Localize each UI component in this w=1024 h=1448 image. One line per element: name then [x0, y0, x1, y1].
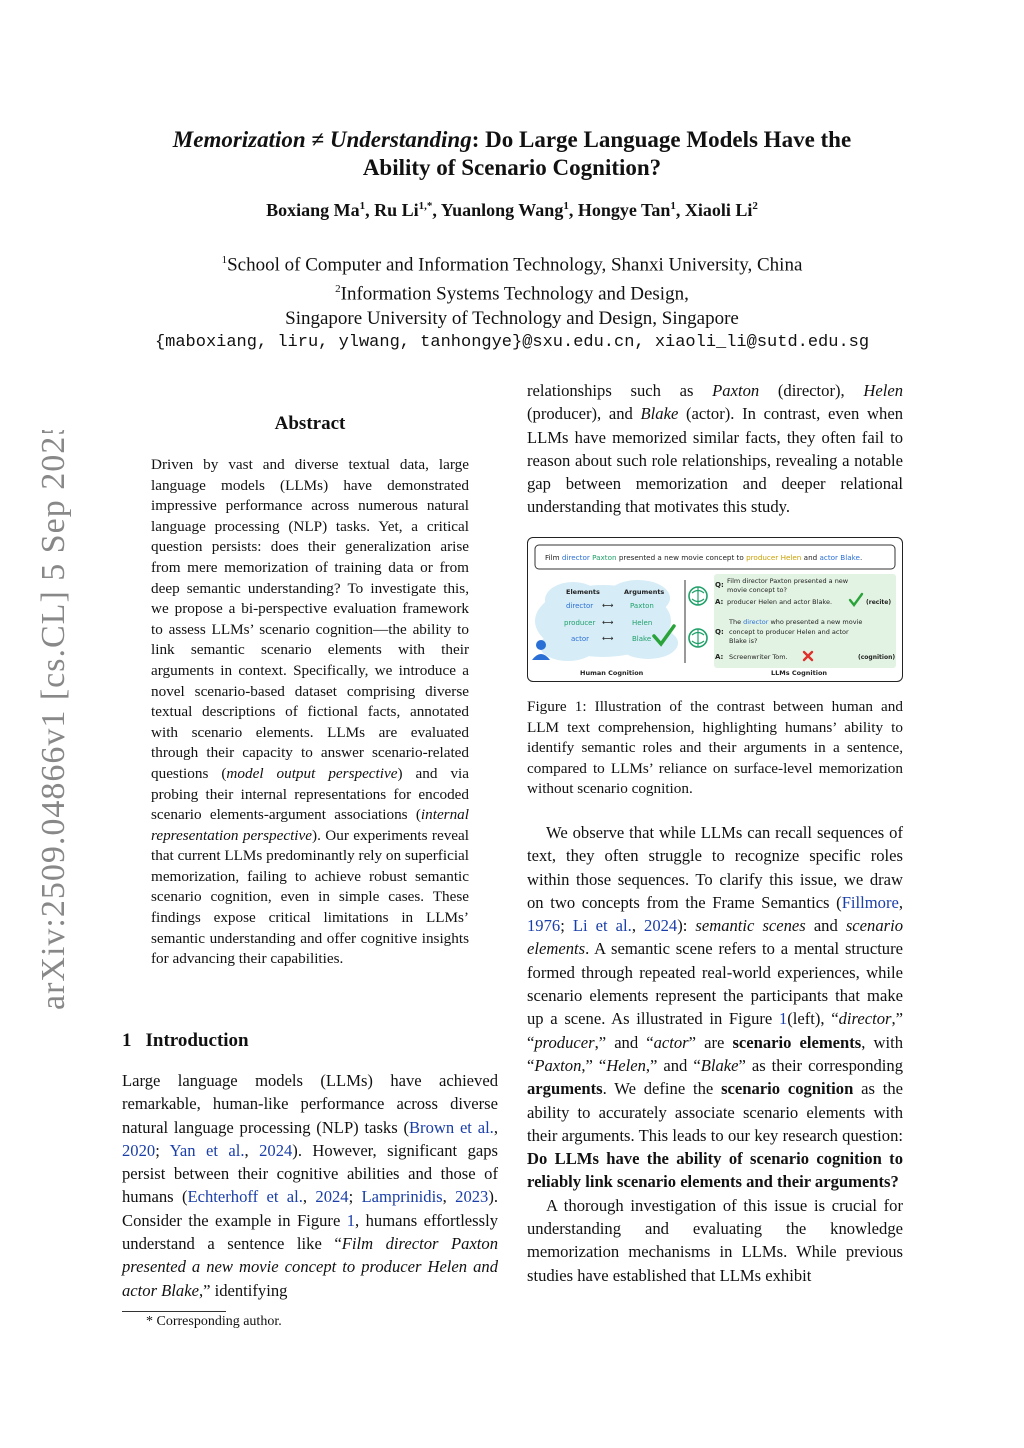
citation-link[interactable]: 2024: [259, 1140, 293, 1160]
figure-link[interactable]: 1: [778, 1009, 788, 1029]
paper-title: [100, 126, 924, 182]
title-italic-a: Memorization: [172, 127, 306, 152]
abstract-body: Driven by vast and diverse textual data, large language models (LLMs) have demonstrated impressive performance across numerous natural language processing (NLP) tasks. Yet, a critical question persists: does their generalization arise from mere memorization of training data or from deep semantic understanding? To investigate this, we propose a bi-perspective evaluation framework to assess LLMs’ scenario cognition—the ability to link semantic scenario elements with their arguments in context. Specifically, we introduce a novel scenario-based dataset comprising diverse textual descriptions of fictional facts, annotated with scenario elements. LLMs are evaluated through their capacity to answer scenario-related questions (model output perspective) and via probing their internal representations for encoded scenario elements-argument associations (internal representation perspective). Our experiments reveal that current LLMs predominantly rely on superficial memorization, failing to achieve robust semantic scenario cognition, even in simple cases. These findings expose critical limitations in LLMs’ semantic understanding and offer cognitive insights for advancing their capabilities.: [151, 456, 470, 968]
citation-link[interactable]: Yan et al.: [169, 1140, 245, 1160]
brain-icon: [689, 629, 707, 647]
argument-paxton: Paxton: [630, 602, 654, 610]
author: Hongye Tan$^1$: [577, 200, 676, 220]
citation-link[interactable]: 2023: [455, 1187, 489, 1207]
figure-1-caption: Figure 1: Illustration of the contrast between human and LLM text comprehension, highlighting humans’ ability to identify semantic roles and their arguments in a sentence, compared to LLMs’ reliance on surface-level memorization without scenario cognition.: [527, 698, 903, 797]
arguments-label: Arguments: [624, 588, 665, 596]
argument-blake: Blake: [632, 635, 652, 643]
author-emails: {maboxiang, liru, ylwang, tanhongye}@sxu.edu.cn, xiaoli_li@sutd.edu.sg: [154, 332, 870, 352]
citation-link[interactable]: 2024: [644, 916, 678, 936]
citation-link[interactable]: Fillmore: [841, 892, 899, 912]
paragraph: We observe that while LLMs can recall sequences of text, they often struggle to recognize specific roles within those sequences. To clarify this issue, we draw on two concepts from the Frame Semantics (Fillmore, 1976; Li et al., 2024): semantic scenes and scenario elements. A semantic scene refers to a mental structure formed through repeated real-world experiences, while scenario elements represent the participants that make up a scene. As illustrated in Figure 1(left), “director,” “producer,” and “actor” are scenario elements, with “Paxton,” “Helen,” and “Blake” as their corresponding arguments. We define the scenario cognition as the ability to accurately associate scenario elements with their arguments. This leads to our key research question: Do LLMs have the ability of scenario cognition to reliably link scenario elements and their arguments?: [527, 823, 903, 1192]
recite-tag: (recite): [866, 599, 892, 606]
pair-arrow-icon: ⟷: [602, 618, 614, 627]
a2-answer: Screenwriter Tom.: [729, 653, 788, 661]
elements-label: Elements: [566, 588, 600, 596]
a1-answer: producer Helen and actor Blake.: [727, 598, 833, 606]
abstract-heading: Abstract: [274, 413, 346, 434]
a2-label: A:: [715, 653, 724, 661]
human-cognition-label: Human Cognition: [580, 669, 644, 677]
footnote: * Corresponding author.: [146, 1314, 282, 1329]
q2-label: Q:: [715, 628, 724, 636]
title-neq: ≠: [311, 127, 325, 152]
right-column-body: [527, 821, 903, 1287]
title-italic-b: Understanding: [329, 127, 472, 152]
title-rest: : Do Large Language Models Have the: [471, 127, 852, 152]
author: Ru $Li^{1,*}$: [374, 200, 433, 220]
title-line2: Ability of Scenario Cognition?: [362, 155, 662, 180]
figure-1: [527, 537, 903, 682]
citation-link[interactable]: 2020: [122, 1140, 156, 1160]
a1-label: A:: [715, 598, 724, 606]
author: Yuanlong Wang$^1$: [440, 200, 569, 220]
citation-link[interactable]: Echterhoff et al.: [187, 1187, 303, 1207]
q1-line1: Film director Paxton presented a new: [727, 577, 849, 585]
author: Xiaoli Li$^2$: [684, 200, 758, 220]
argument-helen: Helen: [632, 619, 653, 627]
citation-link[interactable]: 2024: [315, 1187, 349, 1207]
affiliations: $^1$School of Computer and Information Technology, Shanxi University, China $^2$Information Systems Technology and Design, Singapore University of Technology and Design, Singapore {maboxiang, liru, ylwang, tanhongye}@sxu.edu.cn, xiaoli_li@sutd.edu.sg: [100, 248, 924, 355]
pair-arrow-icon: ⟷: [602, 601, 614, 610]
cognition-tag: (cognition): [858, 654, 896, 661]
brain-icon: [689, 587, 707, 605]
introduction-continued: relationships such as Paxton (director), Helen (producer), and Blake (actor). In contrast, even when LLMs have memorized similar facts, they often fail to reason about such role relationships, revealing a notable gap between memorization and deeper relational understanding that motivates this study.: [527, 381, 903, 517]
pair-arrow-icon: ⟷: [602, 634, 614, 643]
affiliation-2b: Singapore University of Technology and Design, Singapore: [285, 307, 739, 329]
figure-link[interactable]: 1: [346, 1210, 356, 1230]
introduction-paragraph: Large language models (LLMs) have achieved remarkable, human-like performance across diverse natural language processing (NLP) tasks (Brown et al., 2020; Yan et al., 2024). However, significant gaps persist between their cognitive abilities and those of humans (Echterhoff et al., 2024; Lamprinidis, 2023). Consider the example in Figure 1, humans effortlessly understand a sentence like “Film director Paxton presented a new movie concept to producer Helen and actor Blake,” identifying: [122, 1071, 499, 1300]
q1-line2: movie concept to?: [727, 586, 787, 594]
q2-line3: Blake is?: [729, 637, 758, 645]
citation-link[interactable]: 1976: [527, 916, 561, 936]
author-list: Boxiang Ma$^1$, Ru $Li^{1,*}$, Yuanlong Wang$^1$, Hongye Tan$^1$, Xiaoli Li$^2$: [266, 200, 758, 220]
affiliation-1: School of Computer and Information Technology, Shanxi University, China: [227, 254, 803, 276]
citation-link[interactable]: Li et al.: [572, 916, 632, 936]
q2-line2: concept to producer Helen and actor: [729, 628, 849, 636]
section-heading-introduction: 1 Introduction: [122, 1030, 249, 1051]
sentence-text: Film director Paxton presented a new movie concept to producer Helen and actor Blake.: [545, 553, 863, 562]
element-director: director: [566, 602, 594, 610]
arxiv-side-stamp: [8, 430, 88, 1030]
citation-link[interactable]: Brown et al.: [408, 1117, 494, 1137]
element-actor: actor: [571, 635, 590, 643]
citation-link[interactable]: Lamprinidis: [361, 1187, 443, 1207]
footnote-divider: [122, 1311, 226, 1312]
paragraph: A thorough investigation of this issue is crucial for understanding and evaluating the knowledge memorization mechanisms in LLMs. While previous studies have established that LLMs exhibit: [527, 1195, 903, 1285]
arxiv-identifier: arXiv:2509.04866v1 [cs.CL] 5 Sep 2025: [35, 430, 72, 1010]
affiliation-2: Information Systems Technology and Design,: [340, 283, 689, 305]
q2-line1: The director who presented a new movie: [729, 618, 863, 626]
q1-label: Q:: [715, 581, 724, 589]
element-producer: producer: [564, 619, 596, 627]
author: Boxiang Ma$^1$: [266, 200, 366, 220]
llm-cognition-label: LLMs Cognition: [771, 669, 828, 677]
figure-1-diagram: [528, 538, 903, 682]
